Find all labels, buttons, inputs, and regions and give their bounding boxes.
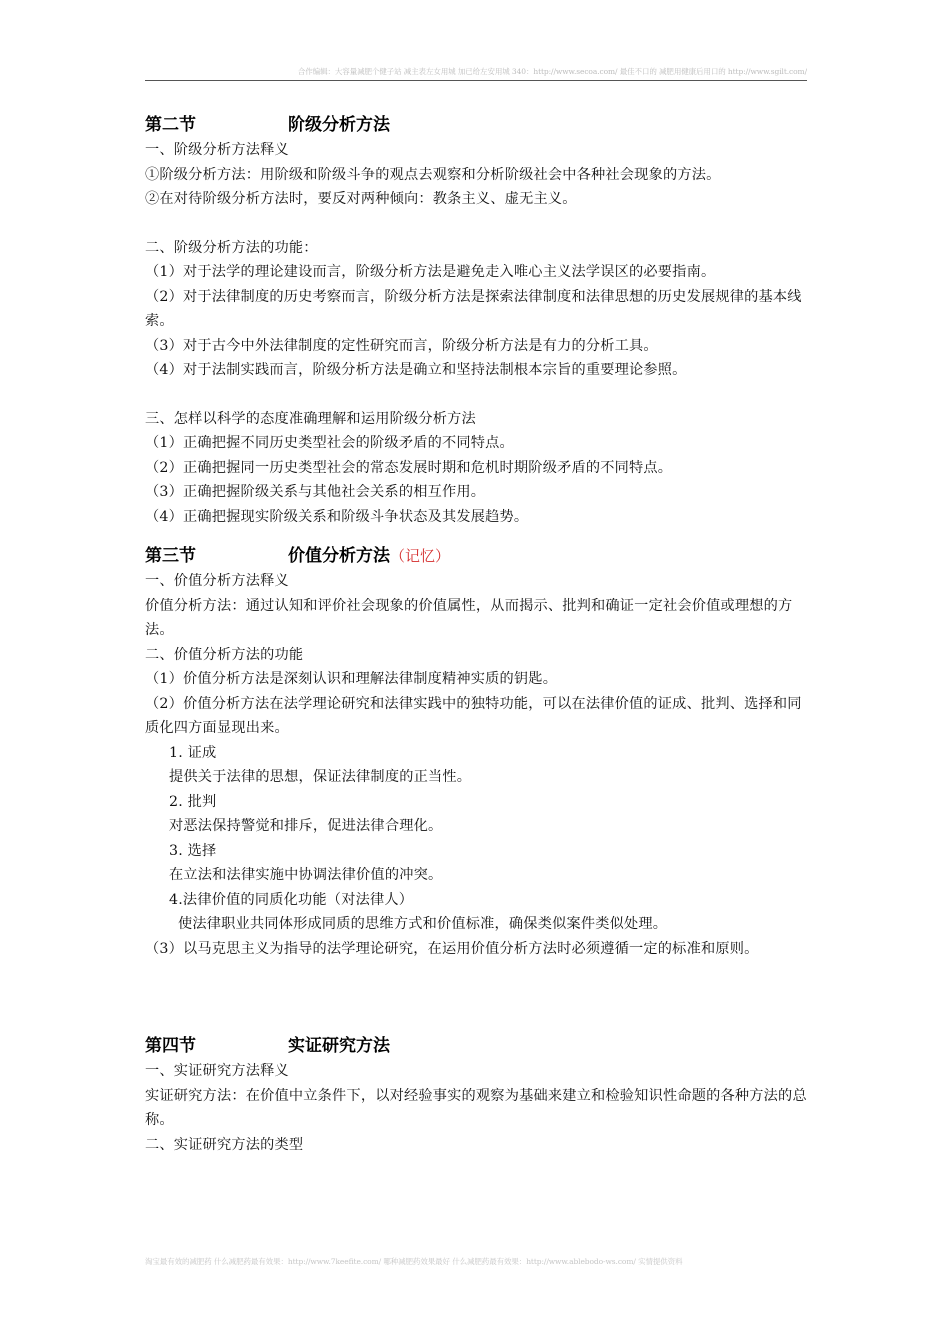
- section-3-title: [145, 543, 810, 569]
- sub-item: 1. 证成: [169, 744, 217, 761]
- section-2-title: [145, 112, 810, 138]
- paragraph: 实证研究方法：在价值中立条件下，以对经验事实的观察为基础来建立和检验知识性命题的各种方法的总称。: [145, 1087, 807, 1128]
- subheading: 一、实证研究方法释义: [145, 1063, 289, 1079]
- subheading: 二、价值分析方法的功能: [145, 646, 304, 663]
- list-item: （2）正确把握同一历史类型社会的常态发展时期和危机时期阶级矛盾的不同特点。: [145, 459, 673, 476]
- page-footer: 淘宝最有效的减肥药 什么减肥药最有效果：http://www.7keefite.com/ 哪种减肥药效果最好 什么减肥药最有效果：http://www.ablebodo-ws.com/ 实情提供资料: [145, 1257, 683, 1266]
- document-body: [145, 112, 810, 1157]
- sub-item-desc: 在立法和法律实施中协调法律价值的冲突。: [169, 867, 443, 883]
- sub-item: 2. 批判: [169, 793, 217, 810]
- section-number: 第二节: [145, 115, 196, 135]
- list-item: （4）对于法制实践而言，阶级分析方法是确立和坚持法制根本宗旨的重要理论参照。: [145, 362, 687, 378]
- sub-item-desc: 提供关于法律的思想，保证法律制度的正当性。: [169, 769, 472, 785]
- subheading: 二、阶级分析方法的功能：: [145, 239, 318, 256]
- subheading: 一、阶级分析方法释义: [145, 142, 289, 158]
- list-item: （3）正确把握阶级关系与其他社会关系的相互作用。: [145, 484, 486, 500]
- list-item: （2）对于法律制度的历史考察而言，阶级分析方法是探索法律制度和法律思想的历史发展规律的基本线索。: [145, 288, 802, 329]
- list-item: （3）以马克思主义为指导的法学理论研究，在运用价值分析方法时必须遵循一定的标准和原则。: [145, 940, 759, 957]
- list-item: （3）对于古今中外法律制度的定性研究而言，阶级分析方法是有力的分析工具。: [145, 337, 658, 354]
- paragraph: ②在对待阶级分析方法时，要反对两种倾向：教条主义、虚无主义。: [145, 191, 577, 207]
- paragraph: ①阶级分析方法：用阶级和阶级斗争的观点去观察和分析阶级社会中各种社会现象的方法。: [145, 166, 721, 183]
- sub-item: 4.法律价值的同质化功能（对法律人）: [169, 891, 414, 908]
- paragraph: 价值分析方法：通过认知和评价社会现象的价值属性，从而揭示、批判和确证一定社会价值或理想的方法。: [145, 597, 793, 638]
- section-4-title: [145, 1033, 810, 1059]
- list-item: （2）价值分析方法在法学理论研究和法律实践中的独特功能，可以在法律价值的证成、批判、选择和同质化四方面显现出来。: [145, 695, 802, 736]
- section-heading: 阶级分析方法: [288, 115, 390, 135]
- subheading: 二、实证研究方法的类型: [145, 1136, 304, 1153]
- section-number: 第三节: [145, 546, 196, 566]
- subheading: 一、价值分析方法释义: [145, 573, 289, 589]
- page-header: 合作编辑：大容量减肥个健子站 减主表左女用城 加已给左安用城 340：http://www.secoa.com/ 最佳不口的 减肥用健康后用口的 http://www.sgilt.com/: [297, 67, 807, 76]
- header-rule: [145, 80, 807, 81]
- section-number: 第四节: [145, 1036, 196, 1056]
- section-heading: 实证研究方法: [288, 1036, 390, 1056]
- list-item: （1）正确把握不同历史类型社会的阶级矛盾的不同特点。: [145, 435, 514, 451]
- sub-item-desc: 使法律职业共同体形成同质的思维方式和价值标准，确保类似案件类似处理。: [178, 916, 668, 932]
- sub-item-desc: 对恶法保持警觉和排斥，促进法律合理化。: [169, 818, 443, 834]
- list-item: （4）正确把握现实阶级关系和阶级斗争状态及其发展趋势。: [145, 508, 529, 525]
- memorize-tag: （记忆）: [390, 547, 451, 565]
- list-item: （1）价值分析方法是深刻认识和理解法律制度精神实质的钥匙。: [145, 671, 558, 687]
- list-item: （1）对于法学的理论建设而言，阶级分析方法是避免走入唯心主义法学误区的必要指南。: [145, 264, 716, 280]
- sub-item: 3. 选择: [169, 842, 217, 859]
- section-heading: 价值分析方法: [288, 546, 390, 566]
- subheading: 三、怎样以科学的态度准确理解和运用阶级分析方法: [145, 410, 476, 427]
